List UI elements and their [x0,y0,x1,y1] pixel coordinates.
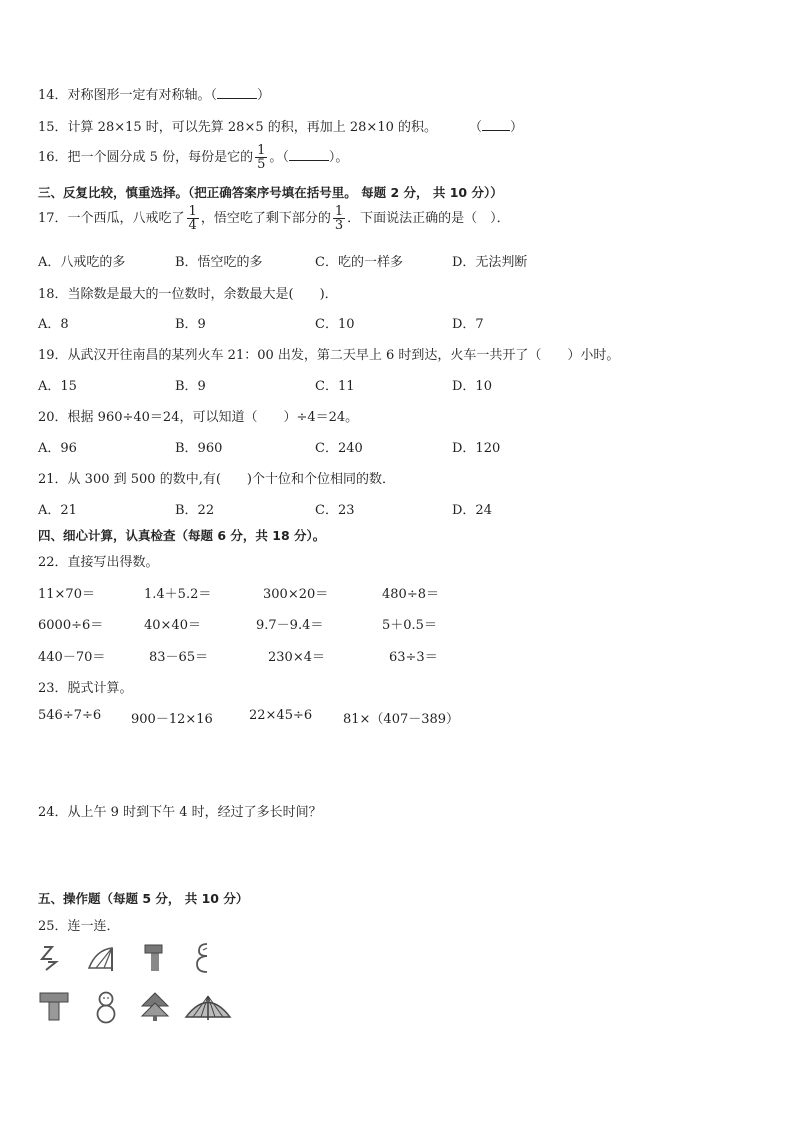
question-24: 24．从上午 9 时到下午 4 时，经过了多长时间？ [38,805,322,820]
calc-item: 5＋0.5＝ [382,618,437,633]
calc-item: 1.4＋5.2＝ [144,587,212,602]
question-20: 20．根据 960÷40＝24，可以知道（ ）÷4＝24。 [38,410,359,425]
half-snowman-icon[interactable] [194,942,212,974]
calc-item: 300×20＝ [263,587,329,602]
section-3-title: 三、反复比较，慎重选择。（把正确答案序号填在括号里。 每题 2 分， 共 10 分）） [38,185,503,200]
calc-item: 440－70＝ [38,650,106,665]
half-lightning-icon[interactable] [38,944,60,972]
calc-item: 40×40＝ [144,618,201,633]
option-b[interactable]: B．22 [175,503,215,518]
fraction-one-fourth: $\frac{1}{4}$ [188,204,197,233]
option-b[interactable]: B．9 [175,317,206,332]
option-c[interactable]: C．23 [315,503,355,518]
option-b[interactable]: B．悟空吃的多 [175,255,263,270]
option-a[interactable]: A．21 [38,503,77,518]
snowman-icon[interactable] [93,990,119,1024]
option-a[interactable]: A．96 [38,441,77,456]
option-b[interactable]: B．9 [175,379,206,394]
answer-blank[interactable] [217,86,257,99]
question-25: 25．连一连． [38,919,120,934]
option-a[interactable]: A．八戒吃的多 [38,255,126,270]
answer-blank[interactable] [289,148,329,161]
question-19: 19．从武汉开往南昌的某列火车 21：00 出发，第二天早上 6 时到达，火车一共开了（ ）小时。 [38,348,620,363]
option-d[interactable]: D．无法判断 [452,255,528,270]
option-d[interactable]: D．7 [452,317,484,332]
question-17: 17．一个西瓜，八戒吃了 $\frac{1}{4}$ ，悟空吃了剩下部分的 $\frac{1}{3}$ ．下面说法正确的是（ ）． [38,204,510,233]
mushroom-table-icon[interactable] [38,990,70,1022]
question-15: 15．计算 28×15 时，可以先算 28×5 的积，再加上 28×10 的积。 （ ） [38,120,524,135]
option-a[interactable]: A．8 [38,317,69,332]
calc-item: 230×4＝ [268,650,325,665]
option-c[interactable]: C．240 [315,441,363,456]
option-c[interactable]: C．10 [315,317,355,332]
calc-item: 81×（407－389） [343,712,460,727]
question-18: 18．当除数是最大的一位数时，余数最大是( )． [38,287,338,302]
calc-item: 546÷7÷6 [38,708,102,723]
calc-item: 11×70＝ [38,587,95,602]
question-22: 22．直接写出得数。 [38,555,159,570]
calc-item: 480÷8＝ [382,587,439,602]
half-umbrella-icon[interactable] [86,944,116,972]
option-d[interactable]: D．120 [452,441,501,456]
question-23: 23．脱式计算。 [38,681,133,696]
calc-item: 900－12×16 [131,712,213,727]
option-d[interactable]: D．10 [452,379,492,394]
question-16: 16．把一个圆分成 5 份，每份是它的 $\frac{1}{5}$ 。（ ）。 [38,143,349,172]
calc-item: 9.7－9.4＝ [256,618,324,633]
calc-item: 22×45÷6 [249,708,313,723]
answer-blank[interactable] [482,118,510,131]
option-b[interactable]: B．960 [175,441,223,456]
section-5-title: 五、操作题（每题 5 分， 共 10 分） [38,891,249,906]
question-21: 21．从 300 到 500 的数中,有( )个十位和个位相同的数． [38,472,395,487]
option-c[interactable]: C．11 [315,379,355,394]
option-c[interactable]: C．吃的一样多 [315,255,403,270]
arrow-tree-icon[interactable] [139,990,171,1022]
fraction-one-third: $\frac{1}{3}$ [334,204,344,233]
calc-item: 6000÷6＝ [38,618,104,633]
fraction-one-fifth: $\frac{1}{5}$ [257,143,266,172]
option-a[interactable]: A．15 [38,379,77,394]
option-d[interactable]: D．24 [452,503,492,518]
half-mushroom-table-icon[interactable] [143,943,165,973]
question-14: 14．对称图形一定有对称轴。（ ） [38,88,271,103]
umbrella-icon[interactable] [183,992,233,1022]
section-4-title: 四、细心计算，认真检查（每题 6 分，共 18 分）。 [38,528,326,543]
calc-item: 63÷3＝ [389,650,438,665]
calc-item: 83－65＝ [149,650,209,665]
